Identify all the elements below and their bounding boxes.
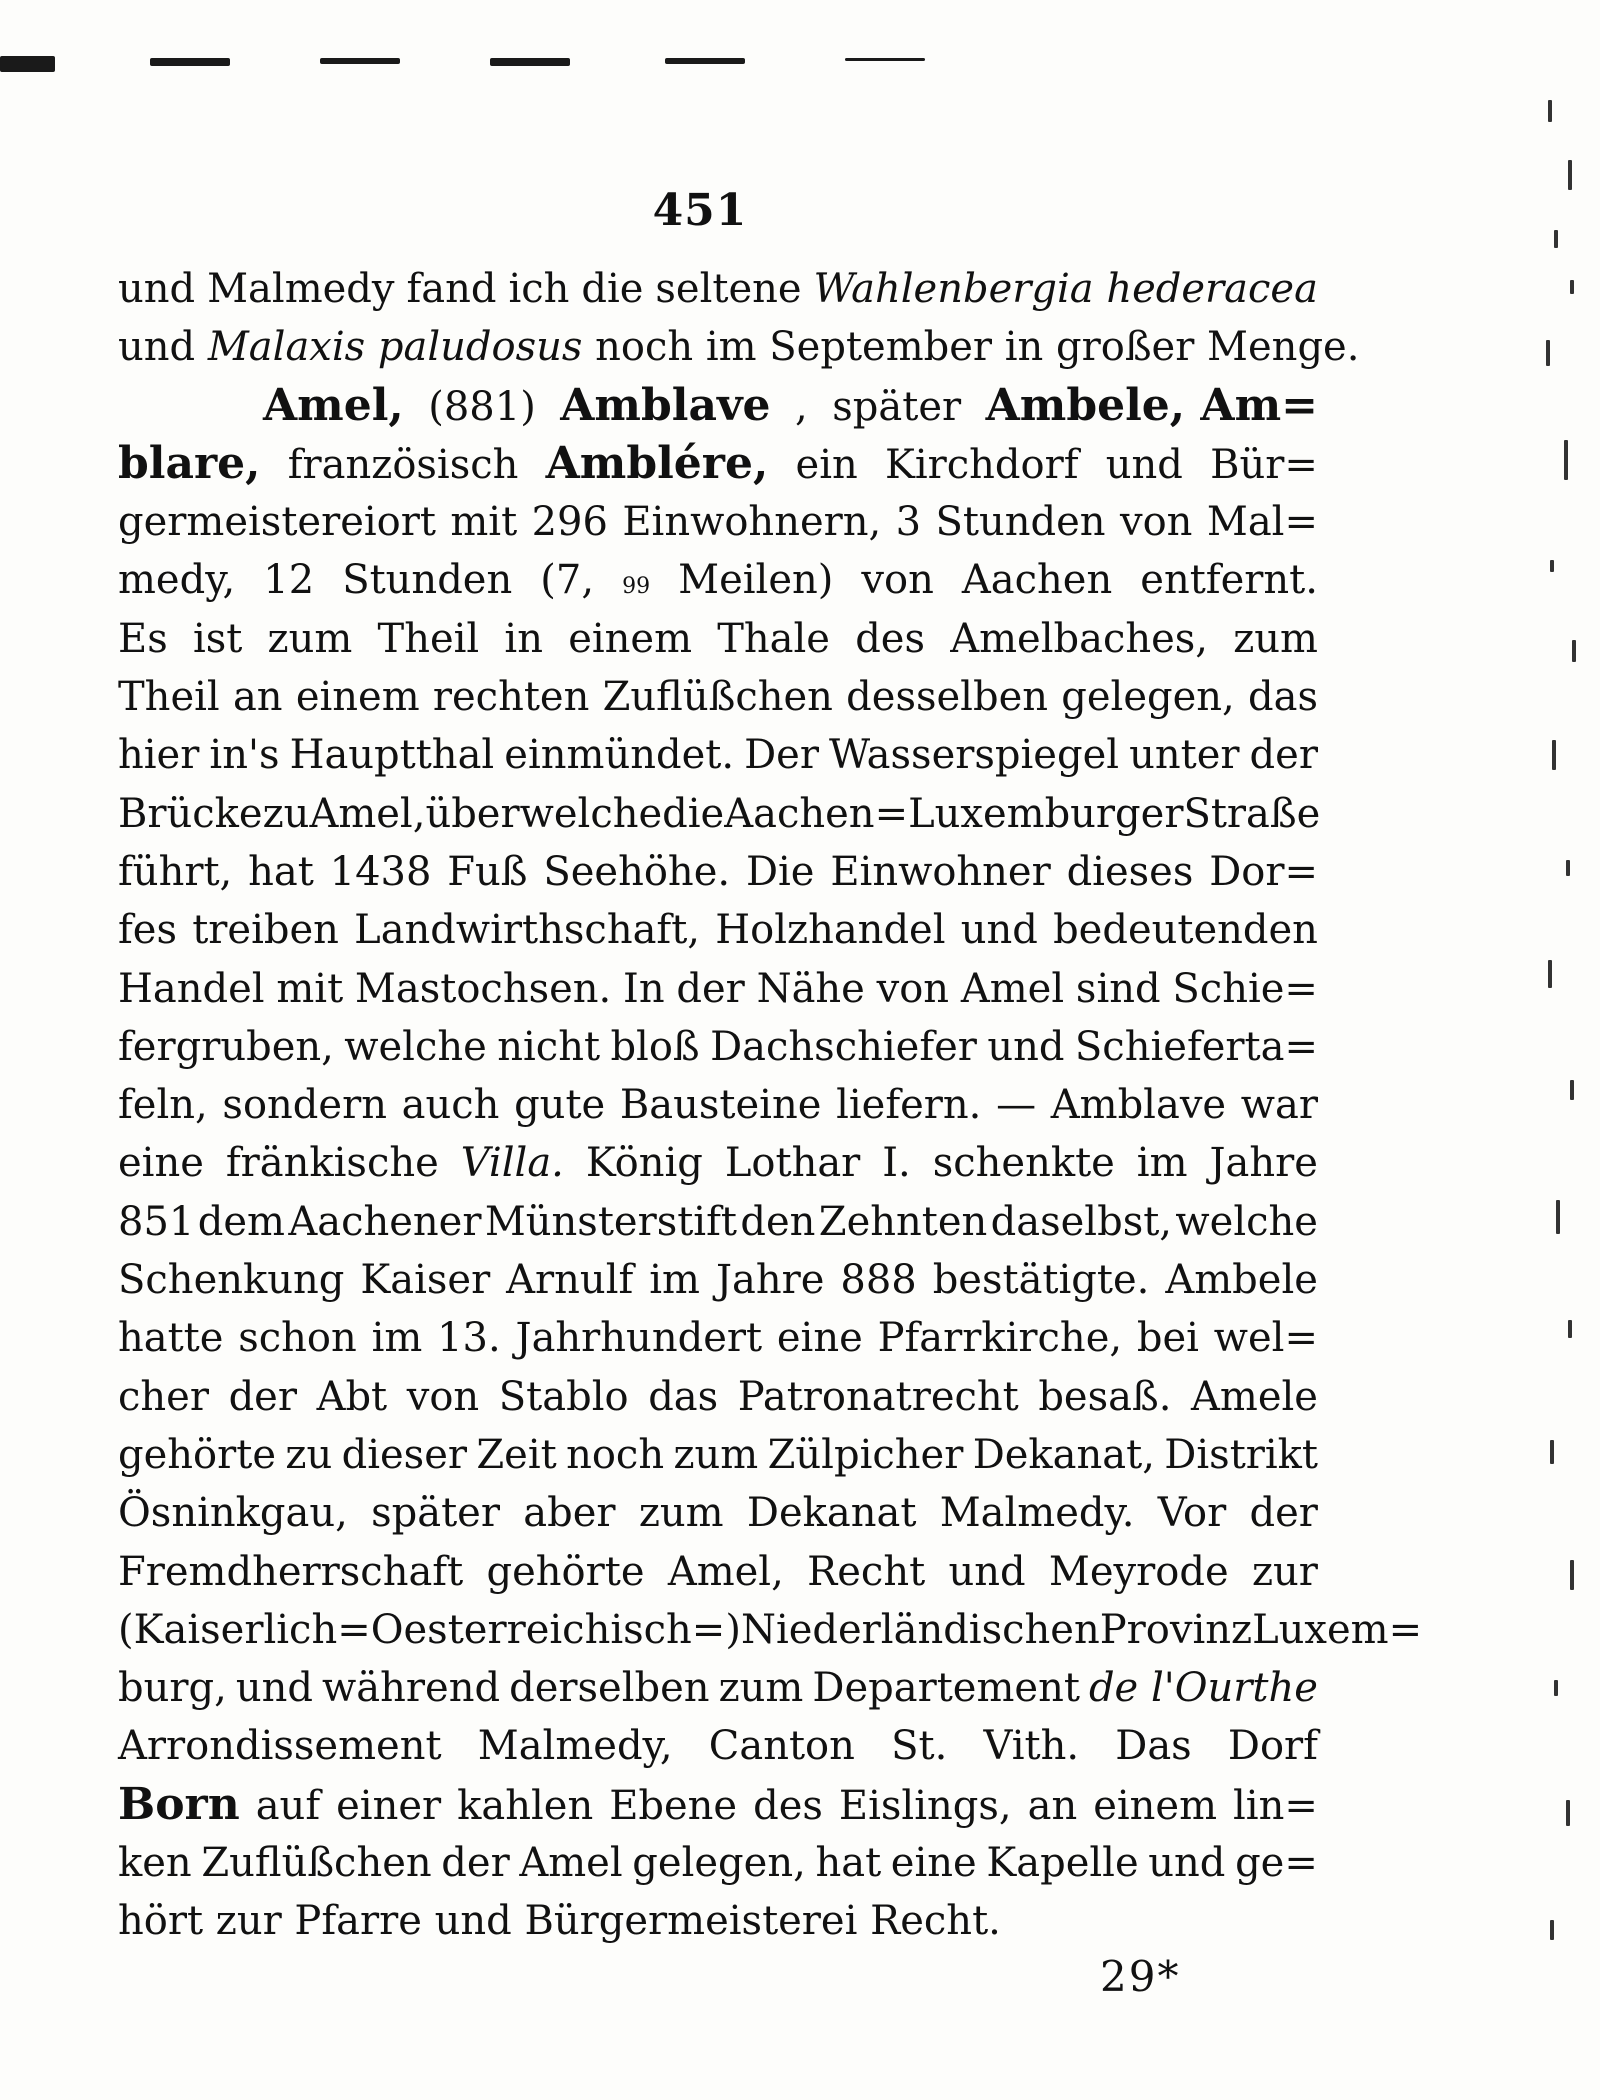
bold-text: Amblére,	[545, 437, 769, 489]
word: Aachen	[961, 557, 1113, 604]
text-line	[118, 1601, 1423, 1659]
word: Stunden	[342, 557, 513, 604]
text-line	[118, 1484, 1318, 1542]
word: Distrikt	[1164, 1431, 1318, 1478]
word: Recht	[807, 1548, 926, 1595]
word: zum	[673, 1431, 759, 1478]
word: feln,	[118, 1082, 208, 1129]
text-line	[118, 960, 1318, 1018]
word: Amblave	[1050, 1082, 1227, 1129]
word: Münsterstift	[484, 1198, 737, 1245]
word: zu	[285, 1431, 333, 1478]
word: Vith.	[983, 1723, 1080, 1770]
word: Ambele	[1165, 1257, 1318, 1304]
word: —	[996, 1082, 1037, 1129]
word: gelegen,	[632, 1840, 806, 1887]
word: Fuß	[447, 848, 528, 895]
word: Jahrhundert	[515, 1315, 763, 1362]
word: fes	[118, 907, 178, 954]
word: dieser	[341, 1431, 467, 1478]
word: Malmedy,	[477, 1723, 673, 1770]
word: Aachener	[288, 1198, 482, 1245]
text-line	[118, 1426, 1318, 1484]
word: der	[676, 965, 745, 1012]
word: gehörte	[118, 1431, 276, 1478]
word: einem	[295, 674, 420, 721]
word: von	[1120, 499, 1193, 546]
word: Zülpicher	[767, 1431, 964, 1478]
word: Jahre	[715, 1257, 825, 1304]
word: von	[876, 965, 950, 1012]
bold-text: Ambele, Am=	[985, 379, 1318, 431]
word: 12	[263, 557, 315, 604]
word: Canton	[708, 1723, 855, 1770]
word: ein	[795, 441, 858, 488]
word: zum	[267, 615, 353, 662]
text-line	[118, 260, 1318, 318]
word: Dekanat	[746, 1490, 917, 1537]
word: mit	[450, 499, 518, 546]
word: Zuflüßchen	[602, 674, 833, 721]
text-run: hört zur Pfarre und Bürgermeisterei Recht.	[118, 1898, 1001, 1945]
word: ken	[118, 1840, 192, 1887]
text-line	[118, 318, 1360, 376]
word: Amele	[1191, 1373, 1318, 1420]
word: bedeutenden	[1053, 907, 1318, 954]
word: wel=	[1213, 1315, 1318, 1362]
word: Dor=	[1209, 848, 1318, 895]
word: mit	[276, 965, 344, 1012]
subscript-text: 99	[622, 574, 651, 600]
word: Die	[745, 848, 815, 895]
word: der	[1249, 732, 1318, 779]
word: Aachen=Luxemburger	[724, 790, 1184, 837]
italic-text: Malaxis paludosus	[207, 324, 583, 371]
word: Kirchdorf	[884, 441, 1079, 488]
word: Straße	[1183, 790, 1321, 837]
word: zu	[262, 790, 310, 837]
word: Kaiser	[360, 1257, 491, 1304]
word: bestätigte.	[932, 1257, 1150, 1304]
word: I.	[882, 1140, 911, 1187]
word: war	[1240, 1082, 1318, 1129]
word: Amel,	[309, 790, 426, 837]
word: Vor	[1157, 1490, 1227, 1537]
body-text	[118, 260, 1423, 1951]
word: und	[987, 1023, 1065, 1070]
word: germeistereiort	[118, 499, 436, 546]
word: Dekanat,	[972, 1431, 1155, 1478]
text-line	[118, 1309, 1318, 1367]
word: aber	[523, 1490, 616, 1537]
word: Luxem=	[1252, 1606, 1423, 1653]
word: 3	[895, 499, 922, 546]
word: cher	[118, 1373, 209, 1420]
text-line	[118, 1543, 1318, 1601]
word: an	[1027, 1782, 1078, 1829]
word: Stablo	[498, 1373, 629, 1420]
word: während	[322, 1665, 501, 1712]
word: Das	[1115, 1723, 1192, 1770]
word: später	[832, 383, 962, 430]
word: später	[371, 1490, 500, 1537]
word: lin=	[1233, 1782, 1318, 1829]
text-line	[118, 726, 1318, 784]
word: unter	[1129, 732, 1240, 779]
word: sind	[1075, 965, 1161, 1012]
word: zum	[718, 1665, 804, 1712]
word: von	[861, 557, 934, 604]
word: der	[228, 1373, 297, 1420]
word: gelegen,	[1061, 674, 1235, 721]
word: Amelbaches,	[950, 615, 1209, 662]
word: führt,	[118, 848, 233, 895]
word: welche	[1175, 1198, 1318, 1245]
word: und	[948, 1548, 1026, 1595]
text-line	[118, 1717, 1318, 1775]
word: Lothar	[724, 1140, 861, 1187]
word: über	[425, 790, 520, 837]
word: im	[371, 1315, 423, 1362]
word: auch	[401, 1082, 500, 1129]
word: Holzhandel	[715, 907, 946, 954]
text-line	[118, 1776, 1318, 1834]
word: Meilen)	[678, 557, 834, 604]
word: Amel	[960, 965, 1065, 1012]
text-line	[118, 901, 1318, 959]
word: derselben	[509, 1665, 710, 1712]
word: Departement	[812, 1665, 1080, 1712]
word: an	[232, 674, 283, 721]
word: des	[855, 615, 925, 662]
word: Bausteine	[619, 1082, 822, 1129]
word: Einwohner	[830, 848, 1051, 895]
word: von	[406, 1373, 480, 1420]
word: Ösninkgau,	[118, 1490, 348, 1537]
word: hatte	[118, 1315, 224, 1362]
word: kahlen	[457, 1782, 594, 1829]
word: die	[581, 266, 644, 312]
text-line	[118, 1134, 1318, 1192]
text-line	[118, 377, 1318, 435]
word: noch	[566, 1431, 665, 1478]
word: im	[1136, 1140, 1188, 1187]
word: welche	[344, 1023, 487, 1070]
word: seltene	[655, 266, 802, 312]
word: das	[1248, 674, 1318, 721]
word: einem	[1093, 1782, 1218, 1829]
word: einer	[336, 1782, 442, 1829]
word: medy,	[118, 557, 236, 604]
text-line	[118, 668, 1318, 726]
word: ist	[192, 615, 243, 662]
word: dieses	[1066, 848, 1194, 895]
word: Abt	[316, 1373, 388, 1420]
word: besaß.	[1038, 1373, 1172, 1420]
word: Schenkung	[118, 1257, 345, 1304]
word: der	[441, 1840, 510, 1887]
scan-artifact-edge	[1540, 40, 1600, 2040]
word: 888	[840, 1257, 917, 1304]
word: fränkische	[225, 1140, 439, 1187]
word: zum	[638, 1490, 724, 1537]
word: Hauptthal	[289, 732, 495, 779]
word: Einwohnern,	[622, 499, 882, 546]
text-line	[118, 610, 1318, 668]
word: Patronatrecht	[737, 1373, 1019, 1420]
word: und	[118, 266, 196, 312]
word: den	[740, 1198, 816, 1245]
word: Kapelle	[986, 1840, 1139, 1887]
bold-text: Born	[118, 1778, 240, 1830]
word: die	[662, 790, 725, 837]
word: ich	[508, 266, 570, 312]
word: Theil	[377, 615, 480, 662]
word: 13.	[437, 1315, 501, 1362]
text-line	[118, 1076, 1318, 1134]
word: Zeit	[476, 1431, 557, 1478]
word: entfernt.	[1140, 557, 1318, 604]
word: ,	[795, 383, 808, 430]
word: zur	[1251, 1548, 1318, 1595]
word: bei	[1136, 1315, 1199, 1362]
text-line	[118, 1892, 1318, 1950]
word: König	[585, 1140, 703, 1187]
word: St.	[891, 1723, 948, 1770]
text-line	[118, 1834, 1318, 1892]
word: (881)	[428, 383, 536, 430]
word: 296	[531, 499, 608, 546]
word: Amel	[519, 1840, 623, 1887]
word: zum	[1233, 615, 1318, 662]
word: schenkte	[932, 1140, 1115, 1187]
word: Landwirthschaft,	[354, 907, 701, 954]
word: der	[1249, 1490, 1318, 1537]
word: Eislings,	[838, 1782, 1012, 1829]
word: Seehöhe.	[543, 848, 731, 895]
word: Theil	[118, 674, 220, 721]
word: fergruben,	[118, 1023, 334, 1070]
word: Arrondissement	[118, 1723, 442, 1770]
word: Malmedy.	[939, 1490, 1135, 1537]
text-line	[118, 1659, 1318, 1717]
word: daselbst,	[990, 1198, 1173, 1245]
word: und	[1105, 441, 1183, 488]
word: Fremdherrschaft	[118, 1548, 464, 1595]
text-line	[118, 785, 1321, 843]
word: nicht	[497, 1023, 601, 1070]
word: in's	[209, 732, 280, 779]
word: fand	[406, 266, 497, 312]
word: hat	[815, 1840, 882, 1887]
text-line	[118, 1368, 1318, 1426]
word: Arnulf	[506, 1257, 634, 1304]
scan-artifact-marks	[0, 58, 1000, 78]
word: In	[623, 965, 665, 1012]
word: schon	[238, 1315, 357, 1362]
word: Mastochsen.	[354, 965, 612, 1012]
word: Ebene	[609, 1782, 738, 1829]
signature-mark: 29*	[1100, 1952, 1181, 2001]
word: Zuflüßchen	[201, 1840, 432, 1887]
word: Bür=	[1210, 441, 1318, 488]
text-line	[118, 843, 1318, 901]
text-run: und	[118, 324, 208, 371]
text-line	[118, 551, 1318, 609]
word: Zehnten	[818, 1198, 988, 1245]
word: das	[648, 1373, 719, 1420]
word: 1438	[329, 848, 432, 895]
word: Thale	[717, 615, 830, 662]
word: und	[960, 907, 1038, 954]
word: Brücke	[118, 790, 263, 837]
word: Jahre	[1209, 1140, 1318, 1187]
word: im	[649, 1257, 700, 1304]
word: liefern.	[836, 1082, 982, 1129]
text-line	[118, 435, 1318, 493]
word: ge=	[1235, 1840, 1318, 1887]
word: Provinz	[1099, 1606, 1253, 1653]
word: Der	[744, 732, 819, 779]
word: einmündet.	[504, 732, 735, 779]
word: bloß	[610, 1023, 700, 1070]
text-run: noch im September in großer Menge.	[582, 324, 1360, 371]
bold-text: blare,	[118, 437, 261, 489]
word: Wasserspiegel	[829, 732, 1120, 779]
word: eine	[118, 1140, 204, 1187]
word: Malmedy	[207, 266, 395, 312]
word: (7,	[540, 557, 595, 604]
word: 851	[118, 1198, 195, 1245]
word: eine	[776, 1315, 863, 1362]
word: Amel,	[667, 1548, 784, 1595]
word: treiben	[192, 907, 339, 954]
word: Meyrode	[1048, 1548, 1229, 1595]
word: und	[1148, 1840, 1226, 1887]
word: Niederländischen	[740, 1606, 1100, 1653]
word: eine	[890, 1840, 977, 1887]
text-line	[118, 493, 1318, 551]
word: Pfarrkirche,	[877, 1315, 1123, 1362]
bold-text: Amblave	[560, 379, 771, 431]
word: welche	[519, 790, 663, 837]
word: burg,	[118, 1665, 227, 1712]
bold-text: Amel,	[263, 379, 404, 431]
word: hat	[248, 848, 314, 895]
word: Handel	[118, 965, 265, 1012]
word: Dachschiefer	[710, 1023, 977, 1070]
word: desselben	[846, 674, 1049, 721]
word: Es	[118, 615, 168, 662]
word: französisch	[287, 441, 519, 488]
word: rechten	[432, 674, 590, 721]
word: gute	[514, 1082, 606, 1129]
word: in	[504, 615, 543, 662]
word: Dorf	[1227, 1723, 1318, 1770]
word: (Kaiserlich=Oesterreichisch=)	[118, 1606, 741, 1653]
text-line	[118, 1251, 1318, 1309]
word: Mal=	[1206, 499, 1318, 546]
word: einem	[568, 615, 693, 662]
page-number: 451	[652, 185, 748, 236]
word: und	[235, 1665, 313, 1712]
word: auf	[255, 1782, 321, 1829]
word: Stunden	[935, 499, 1106, 546]
word: Schieferta=	[1074, 1023, 1318, 1070]
word: hier	[118, 732, 200, 779]
word: des	[753, 1782, 823, 1829]
italic-text: Wahlenbergia hederacea	[813, 266, 1318, 312]
italic-text: Villa.	[460, 1140, 564, 1187]
italic-text: de l'Ourthe	[1088, 1665, 1318, 1712]
text-line	[118, 1018, 1318, 1076]
text-line	[118, 1193, 1318, 1251]
word: gehörte	[486, 1548, 645, 1595]
word: sondern	[222, 1082, 387, 1129]
word: Schie=	[1172, 965, 1318, 1012]
word: dem	[197, 1198, 285, 1245]
word: Nähe	[756, 965, 865, 1012]
